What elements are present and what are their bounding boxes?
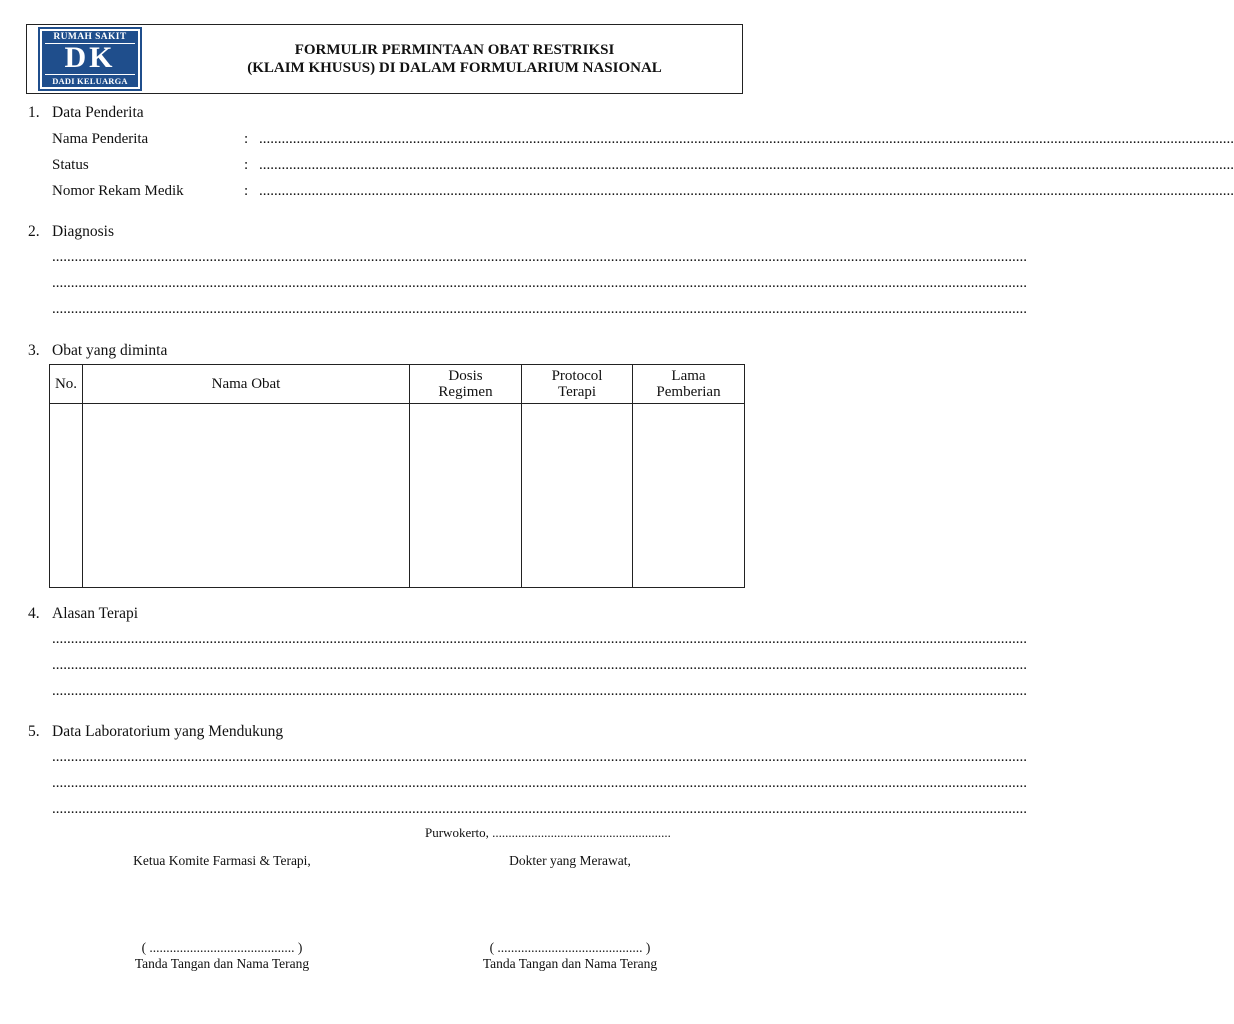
cell-dosis-regimen[interactable] <box>410 404 521 587</box>
nomor-rekam-medik-colon: : <box>244 183 249 199</box>
section4-number: 4. <box>28 605 40 622</box>
cell-lama-pemberian[interactable] <box>633 404 744 587</box>
section5-title: Data Laboratorium yang Mendukung <box>52 723 284 740</box>
nomor-rekam-medik-field[interactable]: .................................................................................................................................................................................................................................................................... <box>259 183 1234 199</box>
section1-number: 1. <box>28 104 40 121</box>
diagnosis-line[interactable]: .................................................................................................................................................................................................................................................................... <box>52 301 1027 317</box>
column-header-no: No. <box>54 376 78 392</box>
column-header-dosis-regimen: Dosis Regimen <box>438 368 493 400</box>
alasan-terapi-line[interactable]: .................................................................................................................................................................................................................................................................... <box>52 683 1027 699</box>
form-header <box>26 24 743 94</box>
signature-caption-right: Tanda Tangan dan Nama Terang <box>482 956 658 971</box>
logo-letters: DK <box>64 41 116 74</box>
nama-penderita-label: Nama Penderita <box>52 131 149 147</box>
diagnosis-line[interactable]: .................................................................................................................................................................................................................................................................... <box>52 275 1027 291</box>
section2-number: 2. <box>28 223 40 240</box>
logo-bottom-text: DADI KELUARGA <box>52 76 128 86</box>
signature-line-right[interactable]: ( ........................................... ) <box>489 940 651 955</box>
section5-number: 5. <box>28 723 40 740</box>
form-title-line1: FORMULIR PERMINTAAN OBAT RESTRIKSI <box>294 42 615 58</box>
obat-table <box>49 364 745 588</box>
status-label: Status <box>52 157 89 173</box>
place-date: Purwokerto, ....................................................... <box>425 825 671 840</box>
cell-protocol-terapi[interactable] <box>522 404 632 587</box>
section4-title: Alasan Terapi <box>52 605 138 622</box>
nama-penderita-field[interactable]: .................................................................................................................................................................................................................................................................... <box>259 131 1234 147</box>
nomor-rekam-medik-label: Nomor Rekam Medik <box>52 183 184 199</box>
column-header-nama-obat: Nama Obat <box>211 376 281 392</box>
cell-nama-obat[interactable] <box>83 404 409 587</box>
section3-title: Obat yang diminta <box>52 342 168 359</box>
signature-role-right: Dokter yang Merawat, <box>509 853 631 868</box>
section1-title: Data Penderita <box>52 104 144 121</box>
data-laboratorium-line[interactable]: .................................................................................................................................................................................................................................................................... <box>52 749 1027 765</box>
section2-title: Diagnosis <box>52 223 114 240</box>
hospital-logo <box>38 27 142 91</box>
column-header-lama-pemberian: Lama Pemberian <box>656 368 721 400</box>
logo-top-text: RUMAH SAKIT <box>53 32 127 42</box>
diagnosis-line[interactable]: .................................................................................................................................................................................................................................................................... <box>52 249 1027 265</box>
form-title <box>167 41 742 77</box>
data-laboratorium-line[interactable]: .................................................................................................................................................................................................................................................................... <box>52 775 1027 791</box>
form-title-line2: (KLAIM KHUSUS) DI DALAM FORMULARIUM NASIONAL <box>247 60 662 76</box>
cell-no[interactable] <box>50 404 82 587</box>
column-header-protocol-terapi: Protocol Terapi <box>551 368 603 400</box>
alasan-terapi-line[interactable]: .................................................................................................................................................................................................................................................................... <box>52 631 1027 647</box>
signature-role-left: Ketua Komite Farmasi & Terapi, <box>133 853 311 868</box>
data-laboratorium-line[interactable]: .................................................................................................................................................................................................................................................................... <box>52 801 1027 817</box>
nama-penderita-colon: : <box>244 131 249 147</box>
signature-line-left[interactable]: ( ........................................... ) <box>141 940 303 955</box>
section3-number: 3. <box>28 342 40 359</box>
status-colon: : <box>244 157 249 173</box>
alasan-terapi-line[interactable]: .................................................................................................................................................................................................................................................................... <box>52 657 1027 673</box>
signature-caption-left: Tanda Tangan dan Nama Terang <box>134 956 310 971</box>
status-field[interactable]: .................................................................................................................................................................................................................................................................... <box>259 157 1234 173</box>
